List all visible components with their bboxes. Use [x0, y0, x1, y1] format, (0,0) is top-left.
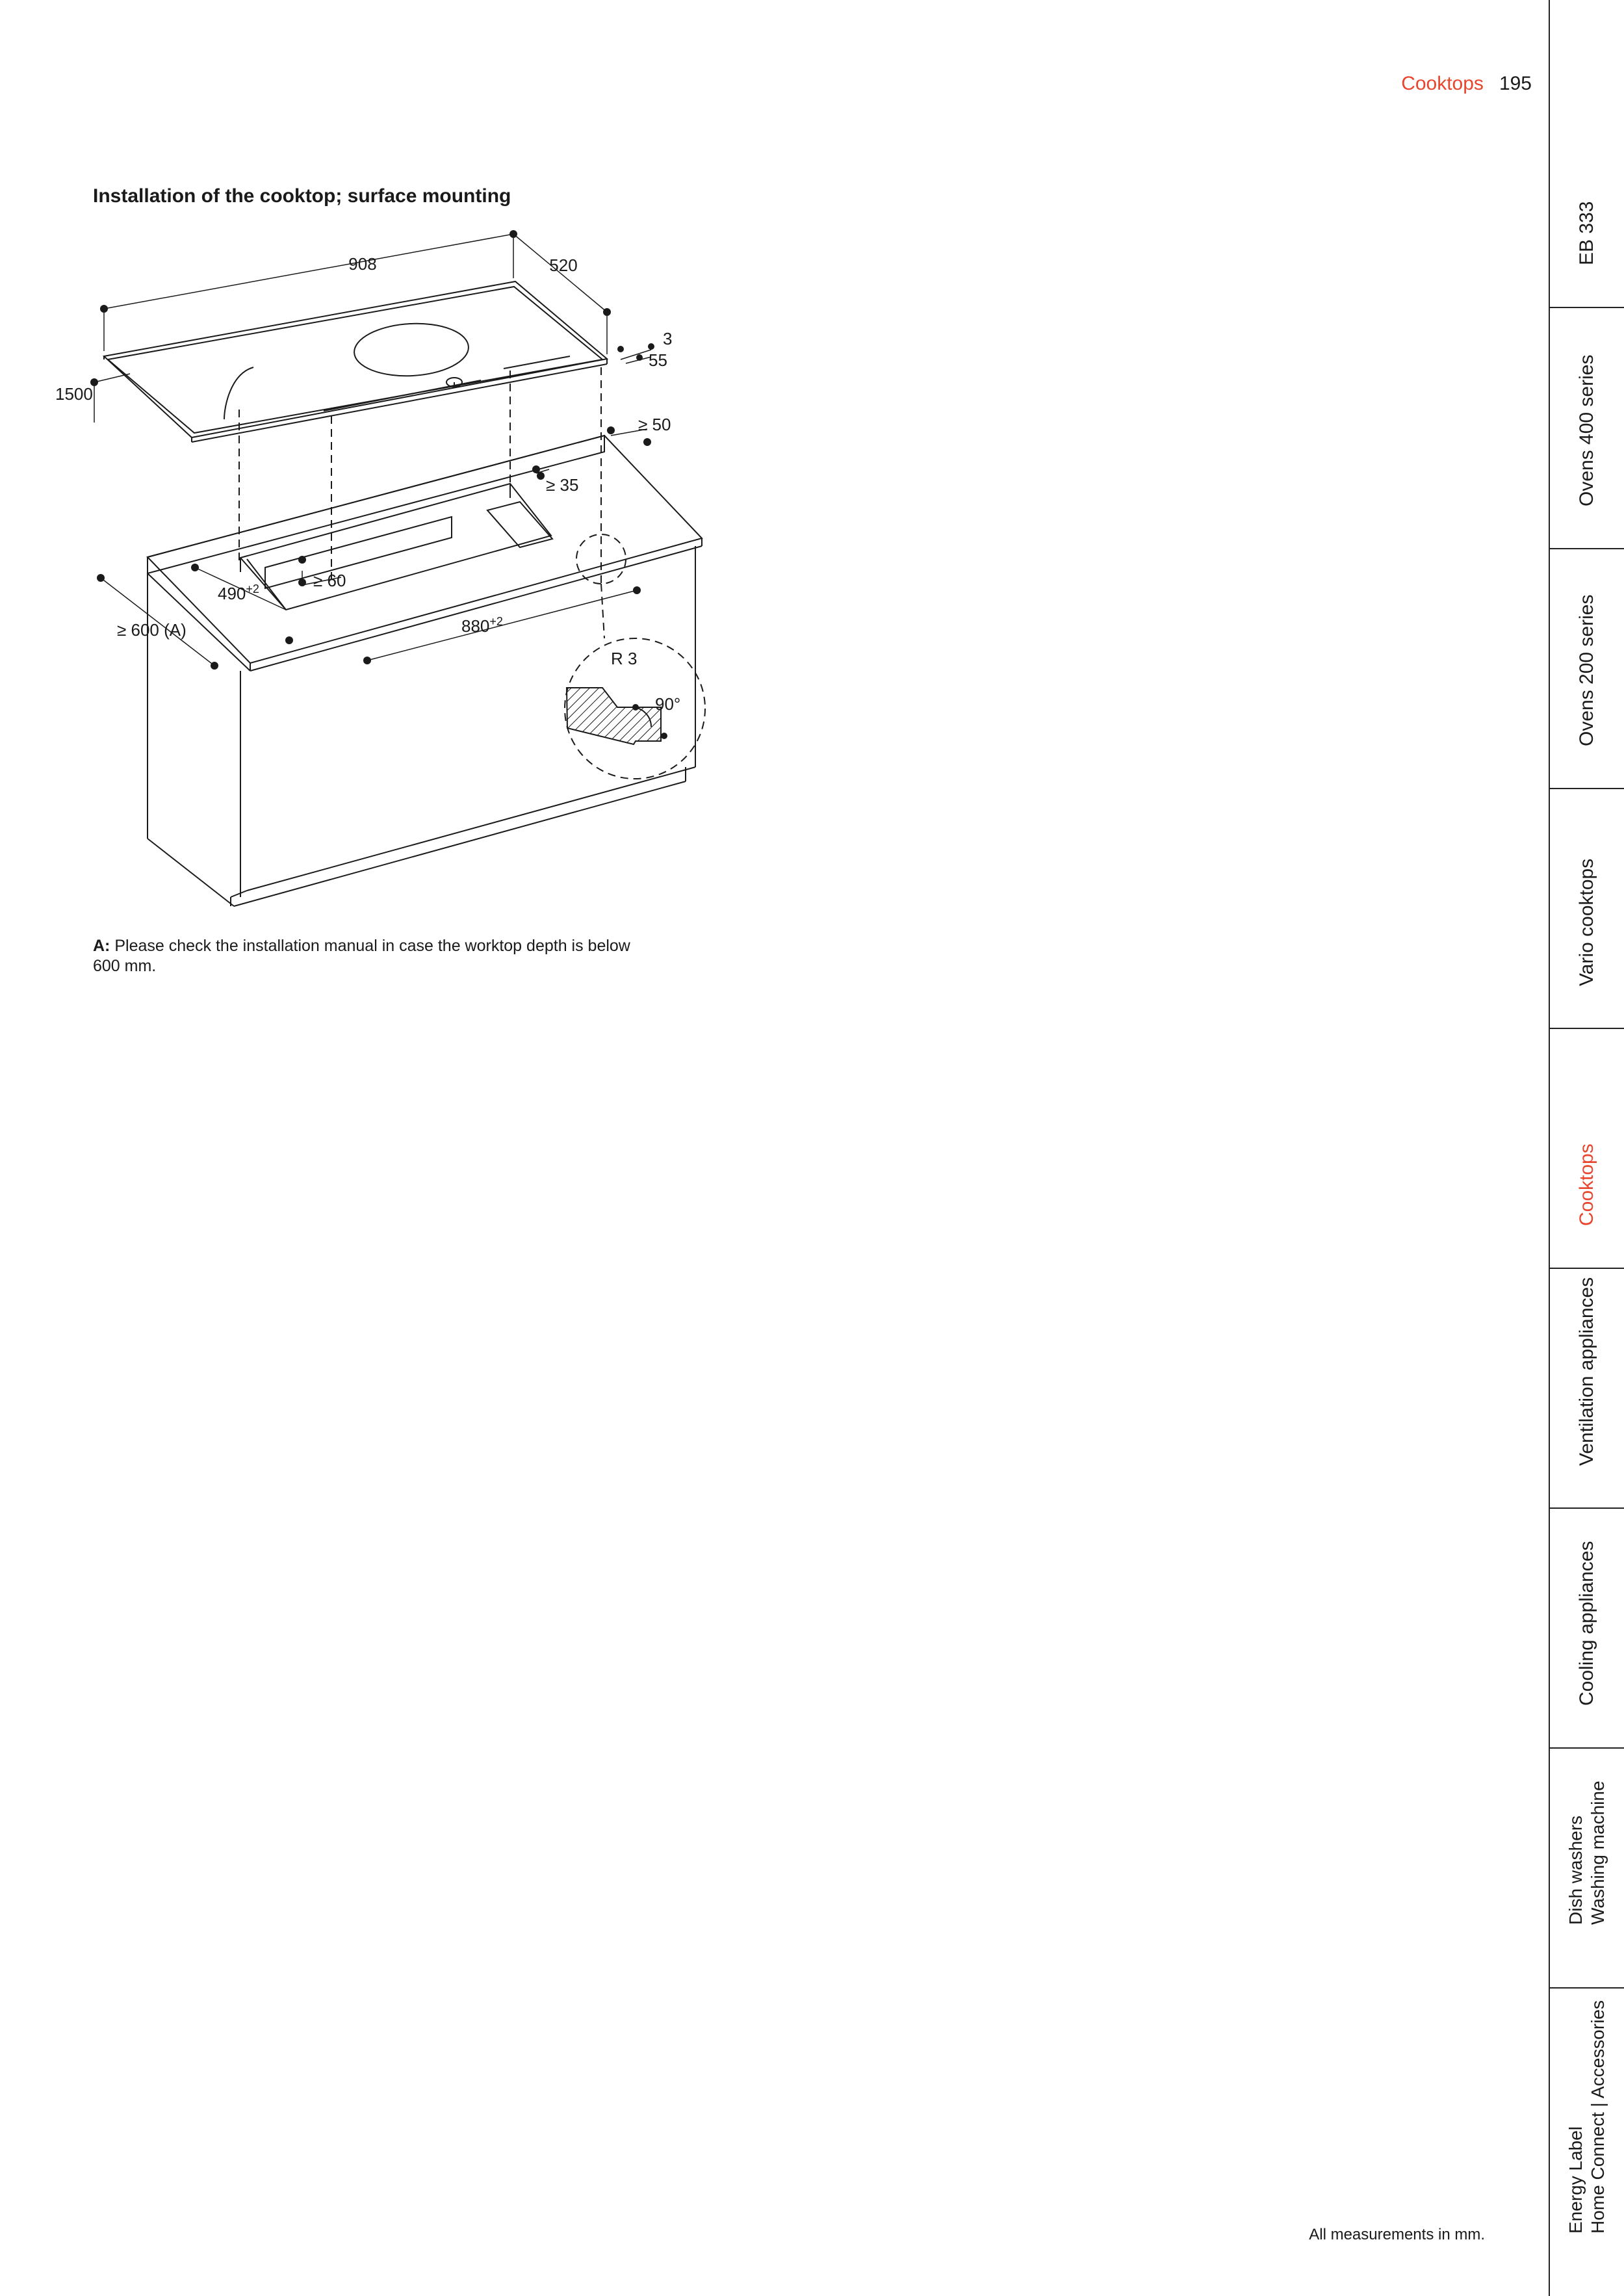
dim-55-label: 55	[649, 350, 667, 370]
section-name: Cooktops	[1401, 73, 1484, 94]
tab-cooktops[interactable]	[1550, 1029, 1624, 1269]
chapter-sidebar	[1549, 0, 1624, 2296]
tab-dishwashers[interactable]	[1550, 1749, 1624, 1989]
dim-radius-label: R 3	[611, 649, 638, 668]
tab-label: Energy Label Home Connect | Accessories	[1566, 2000, 1608, 2234]
tab-eb-333[interactable]	[1550, 0, 1624, 308]
dim-worktop-depth-label: ≥ 600 (A)	[117, 620, 187, 640]
tab-label: Vario cooktops	[1576, 858, 1597, 986]
tab-vario-cooktops[interactable]	[1550, 789, 1624, 1029]
tab-energy-label[interactable]	[1550, 1989, 1624, 2296]
tab-label: Ventilation appliances	[1576, 1277, 1597, 1466]
edge-detail	[567, 688, 667, 744]
dim-front-gap-label: ≥ 60	[313, 571, 346, 590]
installation-diagram	[55, 221, 741, 923]
dim-1500-label: 1500	[55, 384, 93, 404]
dim-520-label: 520	[549, 255, 578, 275]
footnote	[93, 936, 632, 976]
footnote-text: Please check the installation manual in case the worktop depth is below 600 mm.	[93, 937, 630, 975]
tab-label: Cooling appliances	[1576, 1541, 1597, 1706]
dim-908-label: 908	[348, 254, 377, 274]
dim-rear-gap-label: ≥ 50	[638, 415, 671, 434]
footnote-key: A:	[93, 937, 110, 955]
tab-label: Ovens 200 series	[1576, 594, 1597, 746]
diagram-title: Installation of the cooktop; surface mounting	[93, 185, 511, 207]
cooktop-glass	[104, 281, 607, 442]
page-header	[1401, 73, 1532, 95]
tab-label: Cooktops	[1576, 1143, 1597, 1226]
tab-label: Dish washers Washing machine	[1566, 1781, 1608, 1925]
tab-ovens-400[interactable]	[1550, 308, 1624, 549]
dimension-lines	[94, 234, 651, 666]
dim-cutout-depth-label: $490^{+2}$	[218, 582, 259, 603]
tab-label: EB 333	[1576, 201, 1597, 265]
dim-3-label: 3	[663, 329, 673, 348]
tab-cooling[interactable]	[1550, 1509, 1624, 1749]
dim-side-gap-label: ≥ 35	[546, 475, 579, 495]
dim-cutout-width-label: $880^{+2}$	[461, 615, 503, 636]
tab-label: Ovens 400 series	[1576, 354, 1597, 506]
page-number: 195	[1499, 73, 1532, 94]
tab-ovens-200[interactable]	[1550, 549, 1624, 789]
tab-ventilation[interactable]	[1550, 1269, 1624, 1509]
measurement-note: All measurements in mm.	[1309, 2226, 1485, 2243]
dim-angle-label: 90°	[655, 694, 681, 714]
worktop	[148, 436, 702, 671]
